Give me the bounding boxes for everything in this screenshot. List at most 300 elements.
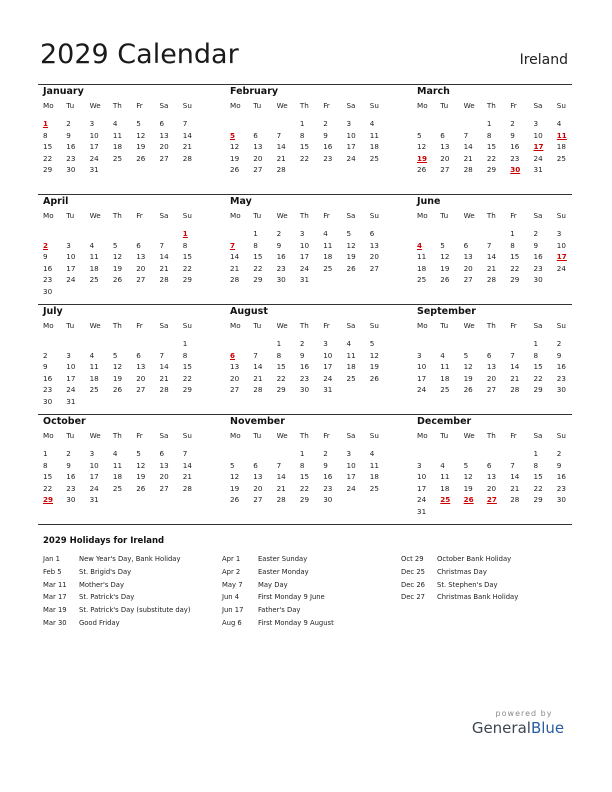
holiday-day: 6 — [230, 350, 236, 360]
calendar-day: 8 — [533, 460, 539, 470]
weekday-header: Su — [182, 321, 192, 330]
calendar-day: 16 — [323, 142, 333, 152]
calendar-day: 17 — [323, 362, 333, 372]
calendar-day: 21 — [182, 472, 192, 482]
calendar-day: 13 — [230, 362, 240, 372]
weekday-header: Th — [112, 431, 122, 440]
calendar-day: 20 — [486, 483, 497, 493]
calendar-day: 23 — [43, 385, 53, 395]
calendar-day: 30 — [276, 275, 286, 285]
calendar-day: 25 — [369, 483, 379, 493]
weekday-header: Mo — [43, 101, 54, 110]
calendar-day: 9 — [323, 460, 328, 470]
calendar-day: 26 — [136, 483, 146, 493]
calendar-day: 29 — [510, 275, 520, 285]
calendar-day: 15 — [510, 252, 520, 262]
calendar-day: 25 — [440, 385, 450, 395]
calendar-day: 7 — [253, 350, 258, 360]
calendar-day: 1 — [510, 229, 515, 238]
month-december — [412, 416, 572, 522]
calendar-day: 1 — [43, 449, 48, 458]
calendar-day: 10 — [346, 460, 356, 470]
calendar-day: 10 — [66, 252, 76, 262]
month-name: February — [230, 86, 279, 97]
calendar-day: 30 — [66, 495, 76, 505]
calendar-day: 26 — [230, 495, 240, 505]
weekday-header: Sa — [346, 101, 356, 110]
calendar-day: 3 — [89, 449, 95, 458]
holiday-date: Dec 26 — [401, 580, 425, 589]
calendar-day: 17 — [417, 373, 427, 383]
calendar-day: 20 — [486, 373, 497, 383]
month-october — [38, 416, 198, 522]
calendar-day: 26 — [136, 153, 146, 163]
weekday-header: Mo — [230, 431, 241, 440]
weekday-header: We — [276, 211, 288, 220]
weekday-header: Su — [369, 431, 379, 440]
calendar-day: 8 — [182, 350, 188, 360]
calendar-day: 18 — [369, 472, 379, 482]
calendar-day: 23 — [276, 263, 286, 273]
calendar-day: 23 — [66, 153, 76, 163]
calendar-day: 24 — [323, 373, 333, 383]
calendar-day: 7 — [159, 350, 165, 360]
calendar-day: 11 — [112, 130, 123, 140]
calendar-day: 30 — [299, 385, 310, 395]
calendar-day: 5 — [112, 350, 118, 360]
weekday-header: Su — [182, 431, 192, 440]
calendar-day: 8 — [276, 350, 282, 360]
calendar-day: 11 — [89, 362, 99, 372]
calendar-day: 31 — [323, 385, 333, 395]
calendar-day: 15 — [486, 142, 497, 152]
calendar-day: 27 — [136, 385, 146, 395]
holiday-entry — [401, 566, 518, 579]
calendar-day: 9 — [533, 240, 539, 250]
holiday-date: Apr 1 — [222, 555, 241, 563]
calendar-day: 23 — [299, 373, 310, 383]
calendar-day: 2 — [556, 339, 562, 348]
calendar-day: 22 — [253, 263, 263, 273]
calendar-day: 12 — [136, 460, 146, 470]
calendar-day: 9 — [299, 350, 305, 360]
weekday-header: Th — [112, 101, 122, 110]
calendar-day: 23 — [323, 483, 333, 493]
calendar-day: 23 — [533, 263, 543, 273]
calendar-day: 16 — [43, 263, 53, 273]
calendar-day: 11 — [369, 130, 379, 140]
calendar-day: 29 — [533, 495, 543, 505]
calendar-day: 12 — [112, 252, 123, 262]
calendar-day: 29 — [182, 275, 192, 285]
calendar-day: 24 — [66, 385, 76, 395]
calendar-day: 21 — [276, 483, 286, 493]
holiday-entry — [222, 566, 334, 579]
weekday-header: Tu — [66, 431, 75, 440]
calendar-day: 29 — [276, 385, 286, 395]
weekday-header: Su — [556, 211, 566, 220]
calendar-day: 22 — [510, 263, 520, 273]
calendar-day: 25 — [417, 275, 427, 285]
calendar-day: 25 — [112, 483, 123, 493]
calendar-day: 6 — [159, 449, 165, 458]
calendar-day: 22 — [486, 153, 497, 163]
calendar-day: 4 — [112, 449, 118, 458]
month-august — [225, 306, 385, 412]
weekday-header: Th — [112, 321, 122, 330]
calendar-day: 31 — [66, 397, 76, 406]
calendar-day: 22 — [182, 373, 192, 383]
calendar-day: 7 — [510, 460, 515, 470]
calendar-day: 10 — [89, 130, 99, 140]
weekday-header: Fr — [136, 101, 143, 110]
weekday-header: Tu — [66, 211, 75, 220]
weekday-header: Tu — [253, 431, 262, 440]
calendar-day: 21 — [159, 263, 169, 273]
calendar-day: 3 — [66, 350, 71, 360]
brand-name-part1: General — [471, 719, 531, 737]
weekday-header: Sa — [346, 321, 356, 330]
weekday-header: Th — [299, 101, 309, 110]
weekday-header: Fr — [510, 101, 517, 110]
calendar-day: 1 — [533, 339, 539, 348]
calendar-day: 27 — [253, 495, 263, 505]
calendar-day: 9 — [66, 460, 71, 470]
holiday-date: Jan 1 — [43, 555, 60, 563]
calendar-day: 29 — [486, 165, 497, 175]
calendar-day: 25 — [346, 373, 356, 383]
calendar-day: 28 — [510, 385, 520, 395]
calendar-day: 9 — [556, 350, 562, 360]
calendar-day: 24 — [533, 153, 543, 163]
calendar-day: 18 — [440, 483, 450, 493]
holiday-day: 17 — [556, 252, 567, 262]
holiday-entry — [43, 579, 190, 592]
calendar-day: 11 — [440, 362, 450, 372]
calendar-day: 28 — [463, 165, 473, 175]
calendar-day: 26 — [369, 373, 379, 383]
calendar-day: 26 — [346, 263, 356, 273]
calendar-day: 28 — [230, 275, 240, 285]
weekday-header: We — [463, 321, 475, 330]
calendar-day: 13 — [440, 142, 450, 152]
calendar-day: 10 — [299, 240, 310, 250]
calendar-day: 1 — [253, 229, 258, 238]
calendar-day: 22 — [43, 153, 53, 163]
month-september — [412, 306, 572, 412]
calendar-day: 6 — [253, 130, 258, 140]
calendar-day: 10 — [417, 362, 427, 372]
calendar-day: 17 — [299, 252, 310, 262]
calendar-day: 22 — [533, 483, 543, 493]
holiday-name: Christmas Bank Holiday — [437, 593, 519, 602]
section-divider — [38, 194, 572, 195]
calendar-day: 8 — [510, 240, 515, 250]
weekday-header: Tu — [440, 211, 449, 220]
weekday-header: Fr — [510, 211, 517, 220]
holiday-name: First Monday 9 August — [258, 618, 334, 627]
month-name: May — [230, 196, 252, 207]
calendar-day: 6 — [486, 350, 492, 360]
calendar-day: 13 — [463, 252, 473, 262]
calendar-day: 20 — [159, 142, 169, 152]
calendar-day: 15 — [182, 252, 192, 262]
brand-name — [468, 719, 568, 737]
calendar-day: 22 — [43, 483, 53, 493]
weekday-header: Su — [369, 321, 379, 330]
calendar-day: 6 — [136, 240, 141, 250]
weekday-header: Sa — [533, 321, 543, 330]
calendar-day: 4 — [369, 449, 375, 458]
calendar-day: 9 — [66, 130, 71, 140]
calendar-day: 24 — [417, 385, 427, 395]
calendar-day: 28 — [182, 483, 192, 493]
calendar-day: 6 — [486, 460, 492, 470]
calendar-day: 28 — [159, 275, 169, 285]
calendar-day: 25 — [89, 385, 99, 395]
holiday-day: 1 — [43, 119, 49, 128]
calendar-day: 25 — [323, 263, 333, 273]
calendar-day: 23 — [43, 275, 53, 285]
calendar-day: 7 — [159, 240, 165, 250]
calendar-day: 19 — [369, 362, 379, 372]
calendar-day: 14 — [510, 362, 520, 372]
calendar-day: 1 — [486, 119, 492, 128]
calendar-day: 23 — [510, 153, 520, 163]
holiday-date: Apr 2 — [222, 567, 241, 576]
weekday-header: Sa — [159, 101, 169, 110]
calendar-day: 22 — [299, 153, 310, 163]
calendar-day: 30 — [533, 275, 543, 285]
section-divider — [38, 304, 572, 305]
calendar-day: 10 — [417, 472, 427, 482]
calendar-day: 7 — [276, 130, 282, 140]
calendar-day: 11 — [369, 460, 379, 470]
calendar-day: 18 — [440, 373, 450, 383]
weekday-header: We — [463, 211, 475, 220]
calendar-day: 3 — [556, 229, 562, 238]
weekday-header: We — [463, 431, 475, 440]
calendar-day: 27 — [486, 385, 497, 395]
calendar-day: 27 — [230, 385, 240, 395]
calendar-day: 15 — [533, 472, 543, 482]
weekday-header: Su — [556, 101, 566, 110]
calendar-day: 12 — [346, 240, 356, 250]
calendar-day: 19 — [463, 373, 473, 383]
calendar-day: 30 — [66, 165, 76, 175]
holiday-name: Christmas Day — [437, 567, 487, 576]
calendar-day: 31 — [533, 165, 543, 175]
calendar-day: 26 — [112, 385, 123, 395]
holiday-name: St. Patrick's Day (substitute day) — [79, 606, 191, 615]
holiday-day: 17 — [533, 142, 544, 152]
calendar-day: 14 — [510, 472, 520, 482]
weekday-header: Mo — [230, 321, 241, 330]
weekday-header: Tu — [440, 431, 449, 440]
holiday-entry — [222, 591, 334, 604]
calendar-day: 1 — [182, 339, 188, 348]
holiday-entry — [43, 553, 190, 566]
month-march — [412, 86, 572, 192]
holiday-name: St. Patrick's Day — [79, 593, 135, 602]
calendar-day: 15 — [253, 252, 263, 262]
holiday-name: Good Friday — [79, 618, 120, 627]
calendar-day: 21 — [276, 153, 286, 163]
calendar-day: 18 — [89, 263, 99, 273]
calendar-day: 14 — [182, 460, 192, 470]
holiday-day: 25 — [440, 495, 451, 505]
calendar-day: 23 — [556, 483, 566, 493]
weekday-header: We — [463, 101, 475, 110]
month-name: December — [417, 416, 472, 427]
calendar-day: 17 — [89, 142, 99, 152]
weekday-header: Mo — [43, 321, 54, 330]
holiday-date: Feb 5 — [43, 567, 62, 576]
calendar-day: 23 — [556, 373, 566, 383]
holiday-day: 30 — [510, 165, 521, 175]
holiday-name: October Bank Holiday — [437, 555, 512, 563]
calendar-day: 19 — [112, 373, 123, 383]
calendar-day: 7 — [182, 119, 188, 128]
weekday-header: Su — [556, 321, 566, 330]
calendar-day: 24 — [417, 495, 427, 505]
calendar-day: 3 — [346, 449, 352, 458]
weekday-header: Tu — [440, 321, 449, 330]
calendar-day: 10 — [323, 350, 333, 360]
calendar-day: 28 — [253, 385, 263, 395]
calendar-day: 15 — [299, 142, 310, 152]
calendar-day: 14 — [159, 362, 169, 372]
weekday-header: Su — [556, 431, 566, 440]
calendar-day: 10 — [66, 362, 76, 372]
calendar-day: 29 — [299, 495, 310, 505]
calendar-day: 6 — [159, 119, 165, 128]
holiday-day: 7 — [230, 240, 236, 250]
weekday-header: Su — [369, 101, 379, 110]
calendar-day: 6 — [253, 460, 258, 470]
calendar-day: 3 — [533, 119, 539, 128]
calendar-day: 8 — [486, 130, 492, 140]
weekday-header: Sa — [159, 431, 169, 440]
calendar-day: 15 — [43, 142, 53, 152]
month-name: September — [417, 306, 476, 317]
holiday-entry — [43, 566, 190, 579]
calendar-day: 2 — [43, 350, 48, 360]
calendar-day: 24 — [299, 263, 310, 273]
calendar-day: 12 — [417, 142, 427, 152]
calendar-day: 30 — [556, 495, 566, 505]
calendar-day: 24 — [66, 275, 76, 285]
calendar-day: 3 — [346, 119, 352, 128]
calendar-day: 12 — [136, 130, 146, 140]
holiday-day: 11 — [556, 130, 567, 140]
calendar-day: 3 — [66, 240, 71, 250]
calendar-day: 4 — [346, 339, 352, 348]
calendar-day: 28 — [276, 165, 286, 175]
calendar-day: 16 — [556, 472, 566, 482]
weekday-header: Mo — [230, 101, 241, 110]
calendar-day: 19 — [346, 252, 356, 262]
weekday-header: Th — [486, 431, 496, 440]
weekday-header: Mo — [417, 101, 428, 110]
calendar-day: 24 — [89, 483, 99, 493]
weekday-header: Fr — [323, 431, 330, 440]
calendar-day: 6 — [463, 240, 469, 250]
holidays-title: 2029 Holidays for Ireland — [43, 536, 165, 546]
calendar-day: 20 — [463, 263, 473, 273]
calendar-day: 5 — [136, 119, 141, 128]
calendar-day: 14 — [276, 142, 286, 152]
calendar-day: 8 — [299, 130, 305, 140]
calendar-day: 30 — [43, 287, 53, 296]
month-name: November — [230, 416, 285, 427]
calendar-day: 2 — [276, 229, 282, 238]
month-april — [38, 196, 198, 302]
calendar-day: 15 — [299, 472, 310, 482]
month-name: March — [417, 86, 450, 97]
calendar-day: 3 — [417, 460, 422, 470]
calendar-day: 17 — [66, 263, 76, 273]
month-february — [225, 86, 385, 192]
holiday-date: May 7 — [222, 580, 243, 589]
calendar-day: 12 — [463, 472, 473, 482]
weekday-header: Mo — [230, 211, 241, 220]
calendar-day: 4 — [440, 350, 445, 360]
powered-by-text: powered by — [495, 709, 553, 718]
calendar-day: 11 — [440, 472, 450, 482]
calendar-day: 8 — [182, 240, 188, 250]
holiday-column — [401, 553, 518, 604]
calendar-day: 15 — [43, 472, 53, 482]
calendar-day: 10 — [346, 130, 356, 140]
calendar-day: 3 — [299, 229, 305, 238]
calendar-day: 4 — [323, 229, 328, 238]
calendar-day: 12 — [230, 142, 240, 152]
holiday-day: 19 — [417, 153, 428, 163]
calendar-day: 27 — [440, 165, 450, 175]
calendar-day: 19 — [230, 483, 240, 493]
calendar-day: 25 — [89, 275, 99, 285]
calendar-day: 29 — [533, 385, 543, 395]
weekday-header: Mo — [417, 211, 428, 220]
weekday-header: We — [89, 431, 101, 440]
holiday-name: Mother's Day — [79, 580, 124, 589]
calendar-day: 9 — [323, 130, 328, 140]
calendar-day: 20 — [253, 483, 263, 493]
weekday-header: Fr — [136, 321, 143, 330]
calendar-day: 18 — [417, 263, 427, 273]
page-title: 2029 Calendar — [40, 39, 239, 70]
calendar-day: 7 — [510, 350, 515, 360]
weekday-header: Su — [182, 211, 192, 220]
weekday-header: Tu — [440, 101, 449, 110]
holiday-entry — [43, 591, 190, 604]
holiday-entry — [222, 579, 334, 592]
weekday-header: Sa — [346, 431, 356, 440]
weekday-header: Fr — [323, 211, 330, 220]
holiday-entry — [222, 553, 334, 566]
calendar-day: 19 — [230, 153, 240, 163]
calendar-day: 2 — [323, 119, 328, 128]
holiday-entry — [222, 604, 334, 617]
calendar-day: 13 — [159, 130, 169, 140]
weekday-header: We — [276, 101, 288, 110]
holiday-date: Mar 11 — [43, 580, 67, 589]
calendar-day: 9 — [510, 130, 515, 140]
calendar-day: 7 — [486, 240, 492, 250]
calendar-day: 10 — [556, 240, 566, 250]
calendar-day: 16 — [276, 252, 286, 262]
